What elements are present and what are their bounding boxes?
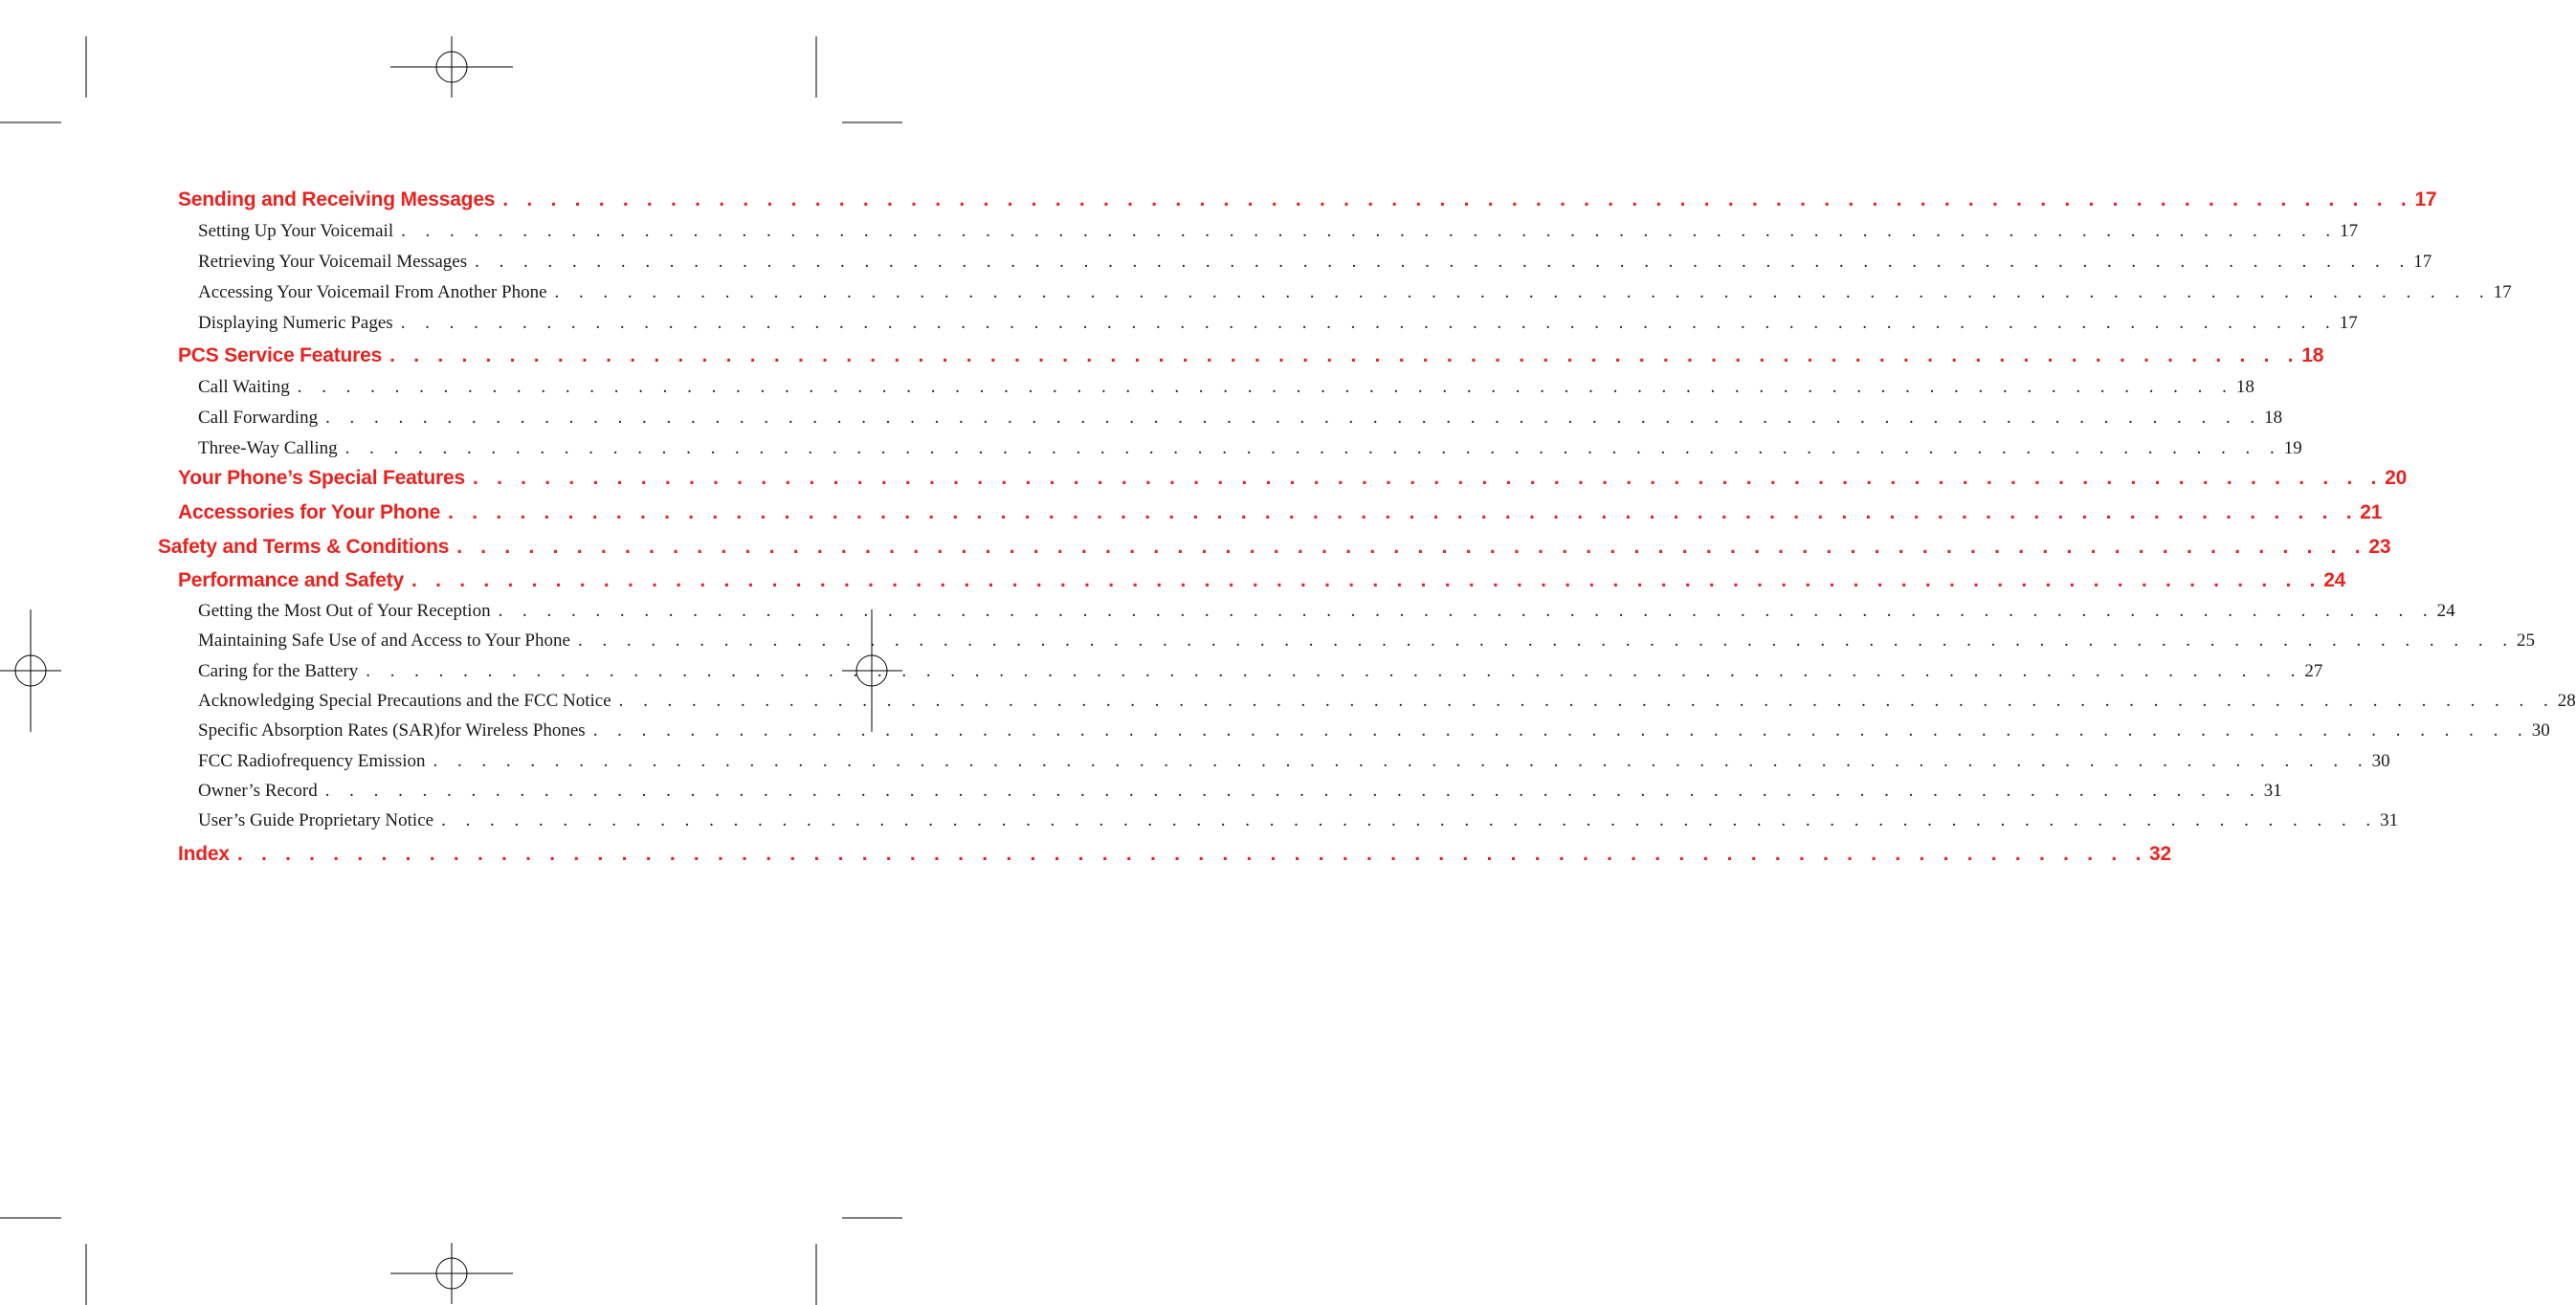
dot-leader: . . . . . . . . . . . . . . . . . . . . . . . . . . . . . . . . . . . . . . . . . . . . . . . . . . . . . . . . . . . . . . . . . . . . . . . . . . . . . . . .: [618, 691, 2556, 711]
toc-entry[interactable]: [178, 569, 2346, 592]
toc-entry-page-number: 24: [2436, 601, 2455, 621]
toc-entry-page-number: 20: [2385, 467, 2408, 489]
toc-entry[interactable]: [178, 467, 2408, 490]
dot-leader: . . . . . . . . . . . . . . . . . . . . . . . . . . . . . . . . . . . . . . . . . . . . . . . . . . . . . . . . . . . . . . . . . . . . . . . . . . . . . . . .: [498, 601, 2435, 621]
dot-leader: . . . . . . . . . . . . . . . . . . . . . . . . . . . . . . . . . . . . . . . . . . . . . . . . . . . . . . . . . . . . . . . . . . . . . . . . . . . . . . . .: [502, 188, 2413, 210]
dot-leader: . . . . . . . . . . . . . . . . . . . . . . . . . . . . . . . . . . . . . . . . . . . . . . . . . . . . . . . . . . . . . . . . . . . . . . . . . . . . . . . .: [325, 408, 2263, 428]
toc-entry-title: Index: [178, 843, 230, 865]
toc-entry[interactable]: [198, 377, 2254, 398]
toc-entry-title: Call Waiting: [198, 377, 290, 397]
toc-entry[interactable]: [198, 408, 2283, 429]
toc-entry-page-number: 23: [2368, 536, 2391, 558]
toc-entry[interactable]: [198, 221, 2359, 242]
toc-entry-title: Getting the Most Out of Your Reception: [198, 601, 491, 621]
dot-leader: . . . . . . . . . . . . . . . . . . . . . . . . . . . . . . . . . . . . . . . . . . . . . . . . . . . . . . . . . . . . . . . . . . . . . . . . . . . . . . . .: [448, 501, 2359, 523]
toc-entry-title: Three-Way Calling: [198, 438, 338, 458]
toc-entry-page-number: 18: [2264, 408, 2283, 428]
toc-entry-page-number: 27: [2304, 661, 2323, 681]
toc-entry-page-number: 32: [2149, 843, 2171, 865]
dot-leader: . . . . . . . . . . . . . . . . . . . . . . . . . . . . . . . . . . . . . . . . . . . . . . . . . . . . . . . . . . . . . . . . . . . . . . . . . . . . . . . .: [554, 282, 2492, 302]
dot-leader: . . . . . . . . . . . . . . . . . . . . . . . . . . . . . . . . . . . . . . . . . . . . . . . . . . . . . . . . . . . . . . . . . . . . . . . . . . . . . . . .: [236, 843, 2148, 865]
dot-leader: . . . . . . . . . . . . . . . . . . . . . . . . . . . . . . . . . . . . . . . . . . . . . . . . . . . . . . . . . . . . . . . . . . . . . . . . . . . . . . . .: [344, 438, 2282, 458]
toc-entry[interactable]: [178, 501, 2383, 524]
toc-entry-title: Sending and Receiving Messages: [178, 188, 496, 210]
toc-entry[interactable]: [178, 843, 2171, 866]
toc-entry[interactable]: [198, 438, 2302, 459]
toc-entry[interactable]: [178, 188, 2437, 211]
toc-entry-page-number: 30: [2531, 720, 2550, 741]
toc-entry-title: Caring for the Battery: [198, 661, 359, 681]
dot-leader: . . . . . . . . . . . . . . . . . . . . . . . . . . . . . . . . . . . . . . . . . . . . . . . . . . . . . . . . . . . . . . . . . . . . . . . . . . . . . . . .: [400, 313, 2338, 333]
toc-entry[interactable]: [198, 601, 2455, 622]
toc-entry[interactable]: [198, 720, 2550, 741]
toc-entry-page-number: 28: [2557, 691, 2576, 711]
toc-entry[interactable]: [198, 313, 2358, 334]
dot-leader: . . . . . . . . . . . . . . . . . . . . . . . . . . . . . . . . . . . . . . . . . . . . . . . . . . . . . . . . . . . . . . . . . . . . . . . . . . . . . . . .: [401, 221, 2339, 241]
toc-entry-page-number: 17: [2493, 282, 2512, 302]
toc-entry-title: Specific Absorption Rates (SAR)for Wireless Phones: [198, 720, 586, 741]
toc-entry-title: Accessories for Your Phone: [178, 501, 441, 523]
toc-entry-title: Call Forwarding: [198, 408, 319, 428]
toc-entry-page-number: 17: [2414, 188, 2437, 210]
dot-leader: . . . . . . . . . . . . . . . . . . . . . . . . . . . . . . . . . . . . . . . . . . . . . . . . . . . . . . . . . . . . . . . . . . . . . . . . . . . . . . . .: [577, 630, 2516, 651]
dot-leader: . . . . . . . . . . . . . . . . . . . . . . . . . . . . . . . . . . . . . . . . . . . . . . . . . . . . . . . . . . . . . . . . . . . . . . . . . . . . . . . .: [475, 252, 2412, 272]
toc-entry-title: Acknowledging Special Precautions and the FCC Notice: [198, 691, 611, 711]
dot-leader: . . . . . . . . . . . . . . . . . . . . . . . . . . . . . . . . . . . . . . . . . . . . . . . . . . . . . . . . . . . . . . . . . . . . . . . . . . . . . . . .: [389, 344, 2300, 366]
toc-entry-page-number: 18: [2235, 377, 2254, 397]
toc-entry-page-number: 31: [2263, 781, 2282, 801]
toc-entry-title: PCS Service Features: [178, 344, 383, 366]
dot-leader: . . . . . . . . . . . . . . . . . . . . . . . . . . . . . . . . . . . . . . . . . . . . . . . . . . . . . . . . . . . . . . . . . . . . . . . . . . . . . . . .: [324, 781, 2262, 801]
toc-entry-title: Owner’s Record: [198, 781, 318, 801]
dot-leader: . . . . . . . . . . . . . . . . . . . . . . . . . . . . . . . . . . . . . . . . . . . . . . . . . . . . . . . . . . . . . . . . . . . . . . . . . . . . . . . .: [472, 467, 2384, 489]
dot-leader: . . . . . . . . . . . . . . . . . . . . . . . . . . . . . . . . . . . . . . . . . . . . . . . . . . . . . . . . . . . . . . . . . . . . . . . . . . . . . . . .: [456, 536, 2367, 558]
dot-leader: . . . . . . . . . . . . . . . . . . . . . . . . . . . . . . . . . . . . . . . . . . . . . . . . . . . . . . . . . . . . . . . . . . . . . . . . . . . . . . . .: [297, 377, 2234, 397]
toc-entry-title: Displaying Numeric Pages: [198, 313, 393, 333]
toc-entry[interactable]: [198, 252, 2432, 273]
toc-entry-title: Retrieving Your Voicemail Messages: [198, 252, 468, 272]
toc-entry-page-number: 17: [2340, 221, 2359, 241]
toc-entry[interactable]: [198, 810, 2399, 831]
toc-entry-title: User’s Guide Proprietary Notice: [198, 810, 434, 830]
dot-leader: . . . . . . . . . . . . . . . . . . . . . . . . . . . . . . . . . . . . . . . . . . . . . . . . . . . . . . . . . . . . . . . . . . . . . . . . . . . . . . . .: [592, 720, 2530, 741]
toc-entry-title: Safety and Terms & Conditions: [158, 536, 450, 558]
toc-entry-page-number: 25: [2517, 630, 2536, 651]
toc-entry-page-number: 17: [2339, 313, 2358, 333]
toc-entry[interactable]: [198, 751, 2390, 772]
toc-entry-title: Your Phone’s Special Features: [178, 467, 465, 489]
toc-entry-title: Performance and Safety: [178, 569, 405, 591]
toc-entry-page-number: 21: [2360, 501, 2383, 523]
toc-entry[interactable]: [198, 781, 2282, 802]
toc-entry-title: FCC Radiofrequency Emission: [198, 751, 426, 771]
toc-entry-page-number: 19: [2283, 438, 2302, 458]
registration-mark-bottom: [390, 1243, 513, 1304]
dot-leader: . . . . . . . . . . . . . . . . . . . . . . . . . . . . . . . . . . . . . . . . . . . . . . . . . . . . . . . . . . . . . . . . . . . . . . . . . . . . . . . .: [366, 661, 2303, 681]
toc-entry[interactable]: [198, 282, 2512, 303]
registration-mark-top: [390, 36, 513, 98]
toc-entry-page-number: 31: [2380, 810, 2399, 830]
toc-entry[interactable]: [198, 691, 2576, 712]
toc-entry-page-number: 17: [2413, 252, 2432, 272]
dot-leader: . . . . . . . . . . . . . . . . . . . . . . . . . . . . . . . . . . . . . . . . . . . . . . . . . . . . . . . . . . . . . . . . . . . . . . . . . . . . . . . .: [441, 810, 2379, 830]
toc-entry[interactable]: [198, 661, 2323, 682]
dot-leader: . . . . . . . . . . . . . . . . . . . . . . . . . . . . . . . . . . . . . . . . . . . . . . . . . . . . . . . . . . . . . . . . . . . . . . . . . . . . . . . .: [411, 569, 2322, 591]
dot-leader: . . . . . . . . . . . . . . . . . . . . . . . . . . . . . . . . . . . . . . . . . . . . . . . . . . . . . . . . . . . . . . . . . . . . . . . . . . . . . . . .: [433, 751, 2370, 771]
toc-entry-title: Accessing Your Voicemail From Another Phone: [198, 282, 547, 302]
toc-entry[interactable]: [178, 344, 2324, 367]
toc-entry-title: Setting Up Your Voicemail: [198, 221, 394, 241]
toc-entry[interactable]: [198, 630, 2536, 652]
toc-entry-page-number: 24: [2323, 569, 2346, 591]
toc-entry-title: Maintaining Safe Use of and Access to Your Phone: [198, 630, 570, 651]
toc-entry[interactable]: [158, 536, 2391, 559]
toc-entry-page-number: 30: [2371, 751, 2390, 771]
registration-mark-left: [0, 609, 61, 732]
toc-entry-page-number: 18: [2301, 344, 2324, 366]
